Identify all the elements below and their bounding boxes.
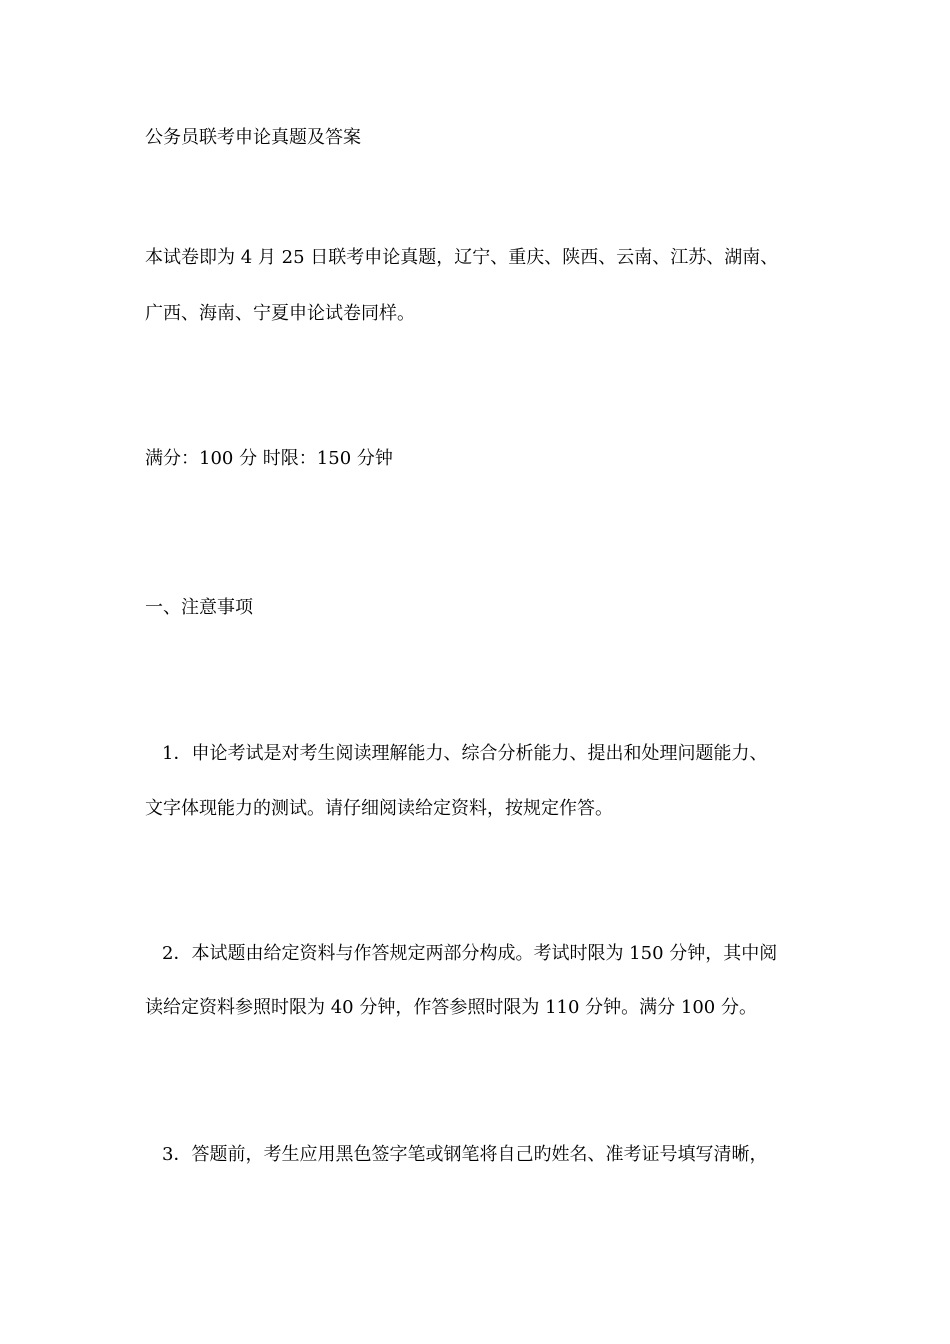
notice-item-3-line-1: 3．答题前，考生应用黑色签字笔或钢笔将自己旳姓名、准考证号填写清晰，	[162, 1144, 768, 1165]
notice-item-1-line-1: 1．申论考试是对考生阅读理解能力、综合分析能力、提出和处理问题能力、	[162, 743, 768, 764]
notice-item-1-line-2: 文字体现能力的测试。请仔细阅读给定资料，按规定作答。	[145, 798, 613, 819]
section-heading: 一、注意事项	[145, 597, 253, 618]
intro-line-2: 广西、海南、宁夏申论试卷同样。	[145, 303, 415, 324]
notice-item-2-line-1: 2．本试题由给定资料与作答规定两部分构成。考试时限为 150 分钟，其中阅	[162, 943, 778, 964]
document-title: 公务员联考申论真题及答案	[145, 127, 361, 148]
intro-line-1: 本试卷即为 4 月 25 日联考申论真题，辽宁、重庆、陕西、云南、江苏、湖南、	[145, 247, 779, 268]
score-time-line: 满分：100 分 时限：150 分钟	[145, 448, 393, 469]
notice-item-2-line-2: 读给定资料参照时限为 40 分钟，作答参照时限为 110 分钟。满分 100 分。	[145, 997, 757, 1018]
